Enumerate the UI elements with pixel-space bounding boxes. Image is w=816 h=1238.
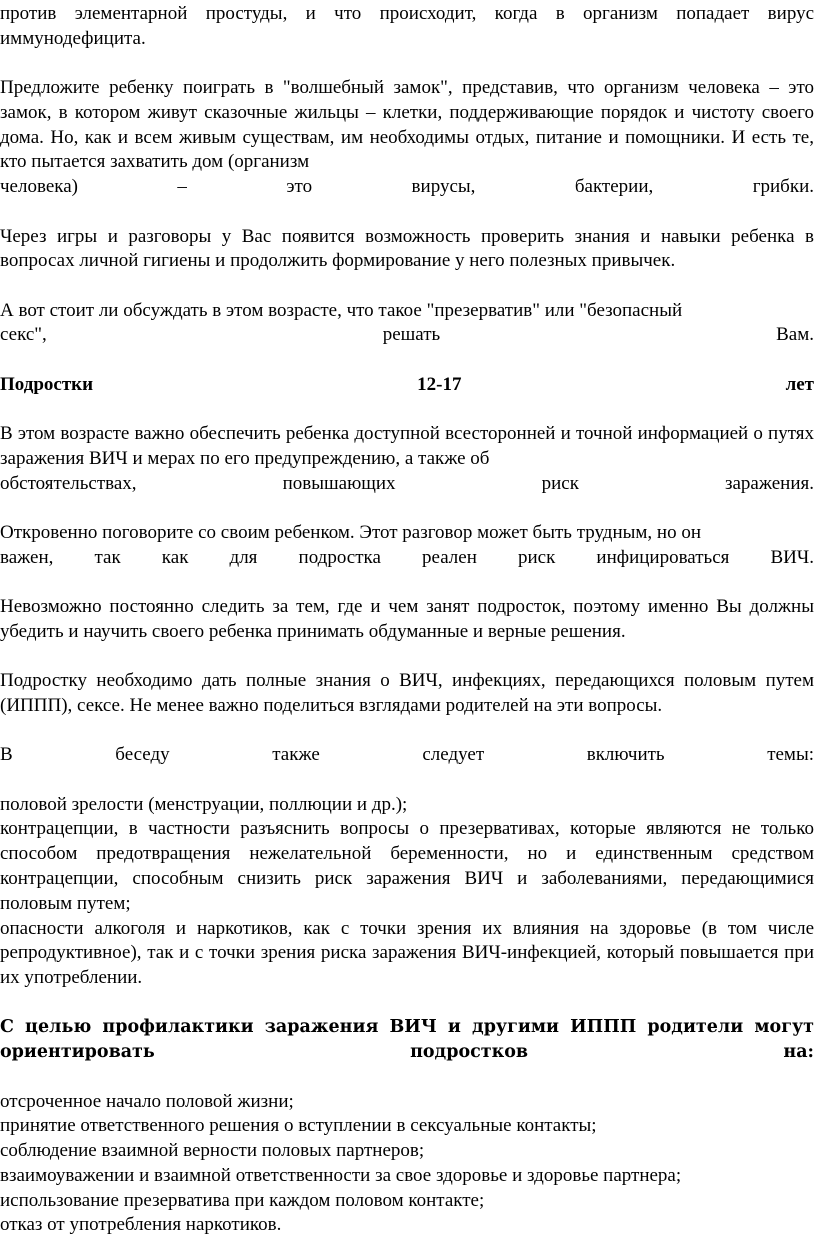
list-item: соблюдение взаимной верности половых партнеров; (0, 1139, 814, 1164)
paragraph-knowledge: Подростку необходимо дать полные знания о ВИЧ, инфекциях, передающихся половым путем (ИППП), сексе. Не менее важно поделиться взглядами родителей на эти вопросы. (0, 669, 814, 719)
list-item: использование презерватива при каждом половом контакте; (0, 1189, 814, 1214)
paragraph-condom-question: А вот стоит ли обсуждать в этом возрасте, что такое "презерватив" или "безопасный (0, 299, 814, 324)
paragraph-magic-castle: Предложите ребенку поиграть в "волшебный замок", представив, что организм человека – это замок, в котором живут сказочные жильцы – клетки, поддерживающие порядок и чистоту своего дома. Но, как и всем живым существам, им необходимы отдых, питание и помощники. И есть те, кто пытается захватить дом (организм (0, 76, 814, 175)
paragraph-decisions: Невозможно постоянно следить за тем, где и чем занят подросток, поэтому именно Вы должны убедить и научить своего ребенка принимать обдуманные и верные решения. (0, 595, 814, 645)
list-item: опасности алкоголя и наркотиков, как с точки зрения их влияния на здоровье (в том числе репродуктивное), так и с точки зрения риска заражения ВИЧ-инфекцией, который повышается при их употреблении. (0, 917, 814, 991)
paragraph-magic-castle-end: человека) – это вирусы, бактерии, грибки. (0, 175, 814, 200)
list-item: отсроченное начало половой жизни; (0, 1090, 814, 1115)
heading-teenagers: Подростки 12-17 лет (0, 373, 814, 398)
document-page (0, 2, 816, 1238)
paragraph-games-talks: Через игры и разговоры у Вас появится возможность проверить знания и навыки ребенка в вопросах личной гигиены и продолжить формирование у него полезных привычек. (0, 225, 814, 275)
paragraph-honest-talk-end: важен, так как для подростка реален риск инфицироваться ВИЧ. (0, 546, 814, 571)
paragraph-condom-question-end: секс", решать Вам. (0, 323, 814, 348)
orientation-list (0, 1090, 814, 1238)
list-item: отказ от употребления наркотиков. (0, 1213, 814, 1238)
paragraph-age-info-end: обстоятельствах, повышающих риск заражения. (0, 472, 814, 497)
topics-list (0, 793, 814, 991)
paragraph-honest-talk: Откровенно поговорите со своим ребенком. Этот разговор может быть трудным, но он (0, 521, 814, 546)
list-item: контрацепции, в частности разъяснить вопросы о презервативах, которые являются не только способом предотвращения нежелательной беременности, но и единственным средством контрацепции, способным снизить риск заражения ВИЧ и заболеваниями, передающимися половым путем; (0, 817, 814, 916)
list-item: половой зрелости (менструации, поллюции и др.); (0, 793, 814, 818)
heading-prevention: С целью профилактики заражения ВИЧ и другими ИППП родители могут ориентировать подростков на: (0, 1015, 814, 1065)
paragraph-topics-intro: В беседу также следует включить темы: (0, 743, 814, 768)
list-item: принятие ответственного решения о вступлении в сексуальные контакты; (0, 1114, 814, 1139)
list-item: взаимоуважении и взаимной ответственности за свое здоровье и здоровье партнера; (0, 1164, 814, 1189)
paragraph-age-info: В этом возрасте важно обеспечить ребенка доступной всесторонней и точной информацией о путях заражения ВИЧ и мерах по его предупреждению, а также об (0, 422, 814, 472)
paragraph-flu-continuation: против элементарной простуды, и что происходит, когда в организм попадает вирус иммунодефицита. (0, 2, 814, 52)
